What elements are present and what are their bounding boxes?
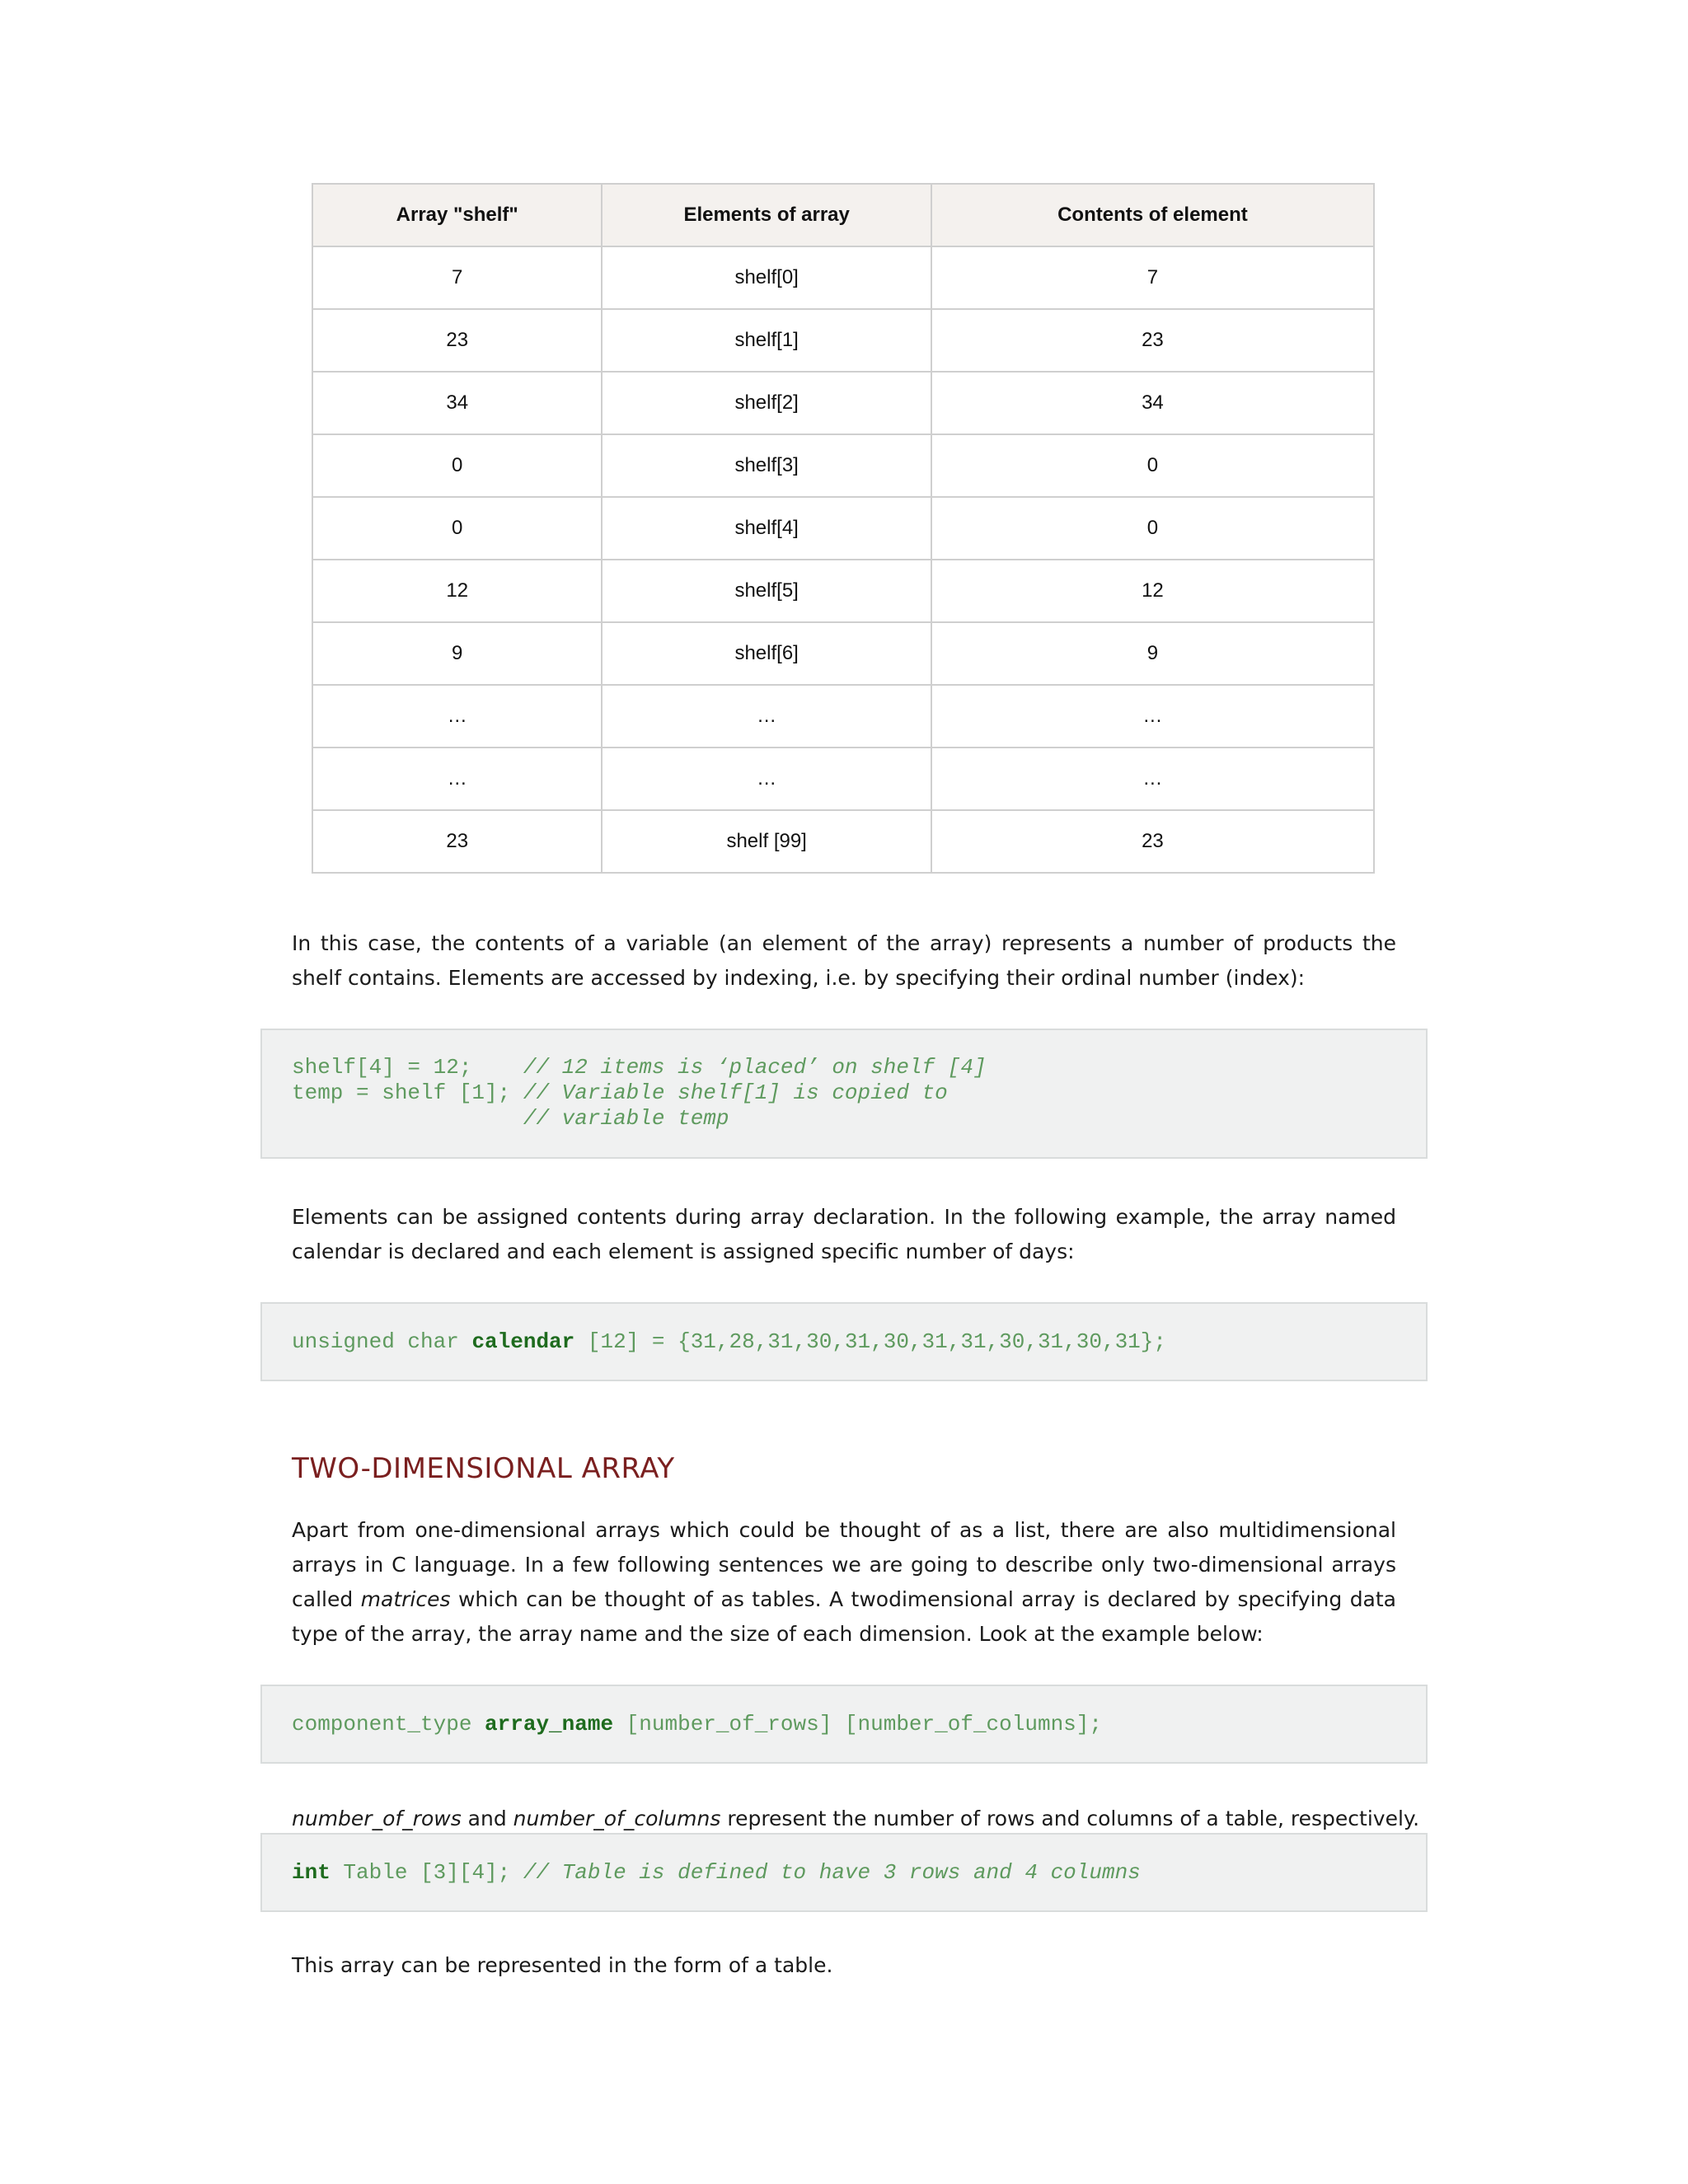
table-cell: 0 [931, 434, 1374, 497]
paragraph-table-representation: This array can be represented in the form of a table. [292, 1953, 833, 1977]
code-text: shelf[4] = 12; [292, 1055, 523, 1080]
table-cell: … [931, 685, 1374, 748]
paragraph-text: and [461, 1807, 513, 1830]
code-text [292, 1106, 523, 1131]
paragraph-text: Apart from one-dimensional arrays which could be thought of as a list, there are also multidimensional arrays in C language. In a few following sentences we are going to describe only two-dimensional arrays called [292, 1518, 1396, 1611]
emphasis-text: number_of_columns [513, 1807, 721, 1830]
code-text: component_type [292, 1711, 485, 1736]
table-row [312, 309, 1374, 372]
table-row [312, 246, 1374, 309]
code-identifier: array_name [485, 1711, 614, 1736]
table-row [312, 560, 1374, 622]
table-cell: … [602, 685, 931, 748]
table-cell: shelf[2] [602, 372, 931, 434]
table-row [312, 810, 1374, 873]
section-heading: TWO-DIMENSIONAL ARRAY [292, 1452, 675, 1485]
paragraph-declaration: Elements can be assigned contents during array declaration. In the following example, the array named calendar is declared and each element is assigned specific number of days: [292, 1205, 1396, 1263]
emphasis-text: matrices [360, 1587, 451, 1611]
table-cell: 23 [931, 810, 1374, 873]
code-block-calendar [260, 1302, 1428, 1381]
table-cell: shelf[1] [602, 309, 931, 372]
paragraph-two-dimensional [292, 1513, 1396, 1652]
table-cell: 23 [312, 810, 602, 873]
table-cell: 7 [312, 246, 602, 309]
table-cell: shelf[6] [602, 622, 931, 685]
code-text: [number_of_rows] [number_of_columns]; [613, 1711, 1102, 1736]
header-array-shelf: Array "shelf" [312, 184, 602, 246]
code-block-indexing [260, 1029, 1428, 1159]
header-elements-of-array: Elements of array [602, 184, 931, 246]
table-cell: 7 [931, 246, 1374, 309]
table-row [312, 497, 1374, 560]
table-cell: … [602, 748, 931, 810]
code-comment: // Table is defined to have 3 rows and 4 columns [523, 1859, 1141, 1885]
paragraph-rows-columns [292, 1802, 1420, 1836]
code-text: temp = shelf [1]; [292, 1080, 523, 1105]
table-cell: 12 [312, 560, 602, 622]
table-cell: 0 [931, 497, 1374, 560]
table-cell: shelf[0] [602, 246, 931, 309]
code-identifier: calendar [471, 1329, 575, 1354]
table-cell: … [312, 685, 602, 748]
code-text: [12] = {31,28,31,30,31,30,31,31,30,31,30,31}; [574, 1329, 1166, 1354]
table-cell: 34 [312, 372, 602, 434]
table-cell: shelf[3] [602, 434, 931, 497]
code-block-table-declaration [260, 1833, 1428, 1912]
header-contents-of-element: Contents of element [931, 184, 1374, 246]
table-cell: 12 [931, 560, 1374, 622]
shelf-array-table [312, 183, 1375, 874]
emphasis-text: number_of_rows [292, 1807, 462, 1830]
code-comment: // Variable shelf[1] is copied to [523, 1080, 948, 1105]
table-cell: 9 [312, 622, 602, 685]
table-cell: 0 [312, 434, 602, 497]
table-cell: 9 [931, 622, 1374, 685]
paragraph-text: represent the number of rows and columns of a table, respectively. [720, 1807, 1420, 1830]
table-cell: … [312, 748, 602, 810]
code-comment: // variable temp [523, 1106, 729, 1131]
code-text: unsigned char [292, 1329, 472, 1354]
code-comment: // 12 items is ‘placed’ on shelf [4] [523, 1055, 987, 1080]
table-cell: 23 [312, 309, 602, 372]
table-row [312, 372, 1374, 434]
code-block-matrix-syntax [260, 1685, 1428, 1764]
code-text: Table [3][4]; [330, 1859, 523, 1885]
table-cell: 0 [312, 497, 602, 560]
table-cell: shelf[5] [602, 560, 931, 622]
paragraph-indexing: In this case, the contents of a variable (an element of the array) represents a number of products the shelf contains. Elements are accessed by indexing, i.e. by specifying their ordinal number (index): [292, 931, 1396, 990]
table-row [312, 622, 1374, 685]
table-header-row [312, 184, 1374, 246]
code-keyword: int [292, 1859, 331, 1885]
table-cell: 34 [931, 372, 1374, 434]
table-row [312, 748, 1374, 810]
table-row [312, 434, 1374, 497]
paragraph-text: which can be thought of as tables. A twodimensional array is declared by specifying data type of the array, the array name and the size of each dimension. Look at the example below: [292, 1587, 1396, 1646]
table-cell: 23 [931, 309, 1374, 372]
table-cell: shelf [99] [602, 810, 931, 873]
table-cell: shelf[4] [602, 497, 931, 560]
table-cell: … [931, 748, 1374, 810]
table-row [312, 685, 1374, 748]
